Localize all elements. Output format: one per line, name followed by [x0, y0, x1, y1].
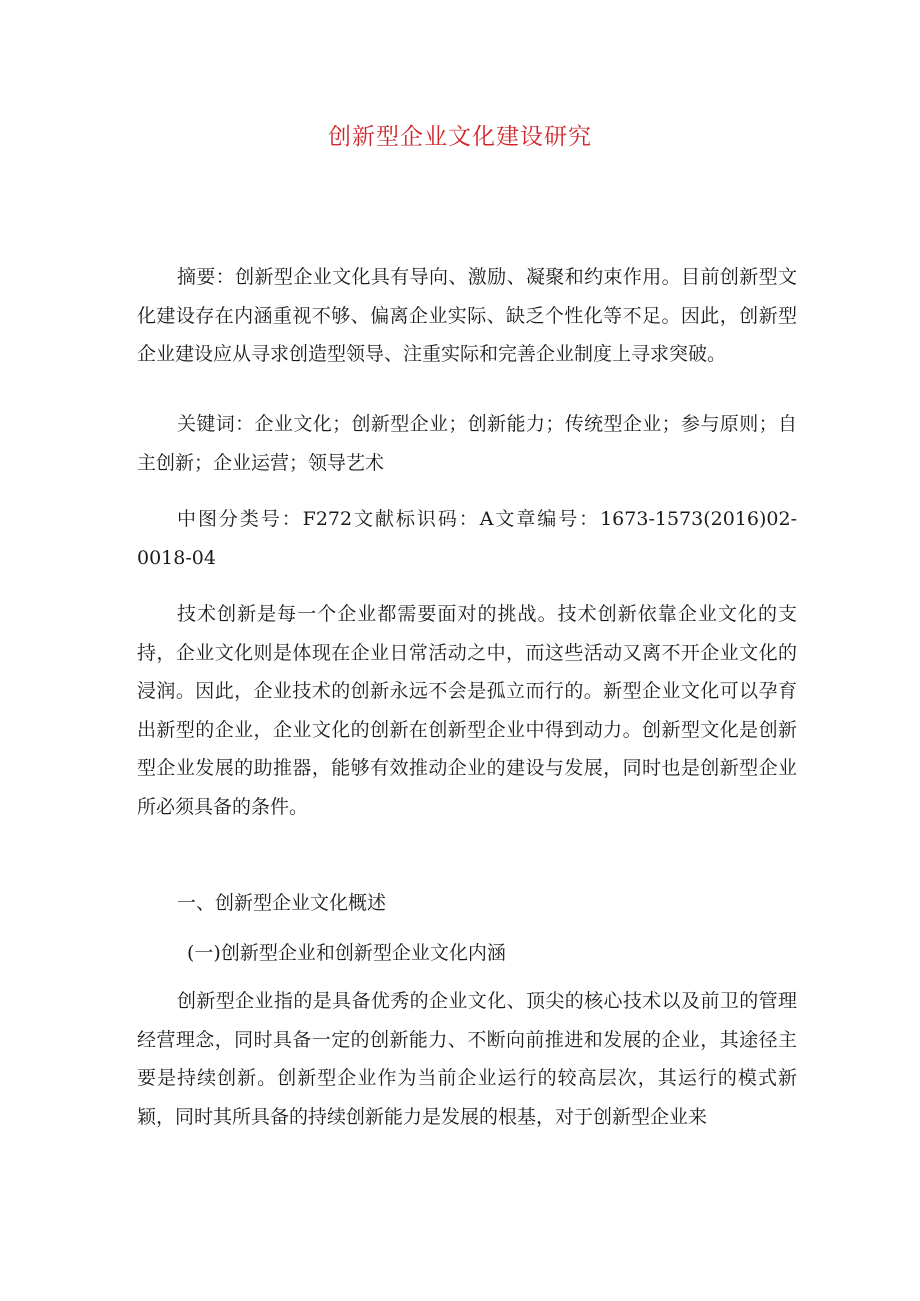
section-heading: 一、创新型企业文化概述 [177, 892, 387, 914]
abstract-paragraph: 摘要：创新型企业文化具有导向、激励、凝聚和约束作用。目前创新型文化建设存在内涵重视不够、偏离企业实际、缺乏个性化等不足。因此，创新型企业建设应从寻求创造型领导、注重实际和完善企业制度上寻求突破。 [137, 266, 797, 366]
keywords-paragraph: 关键词：企业文化；创新型企业；创新能力；传统型企业；参与原则；自主创新；企业运营；领导艺术 [137, 413, 797, 474]
classification-paragraph: 中图分类号：F272文献标识码：A文章编号：1673-1573(2016)02-0018-04 [137, 508, 797, 569]
document-title: 创新型企业文化建设研究 [328, 124, 592, 150]
section-body-paragraph: 创新型企业指的是具备优秀的企业文化、顶尖的核心技术以及前卫的管理经营理念，同时具备一定的创新能力、不断向前推进和发展的企业，其途径主要是持续创新。创新型企业作为当前企业运行的较高层次，其运行的模式新颖，同时其所具备的持续创新能力是发展的根基，对于创新型企业来 [137, 990, 797, 1128]
intro-paragraph: 技术创新是每一个企业都需要面对的挑战。技术创新依靠企业文化的支持，企业文化则是体现在企业日常活动之中，而这些活动又离不开企业文化的浸润。因此，企业技术的创新永远不会是孤立而行的。新型企业文化可以孕育出新型的企业，企业文化的创新在创新型企业中得到动力。创新型文化是创新型企业发展的助推器，能够有效推动企业的建设与发展，同时也是创新型企业所必须具备的条件。 [137, 603, 797, 818]
subsection-heading: (一)创新型企业和创新型企业文化内涵 [187, 942, 506, 964]
